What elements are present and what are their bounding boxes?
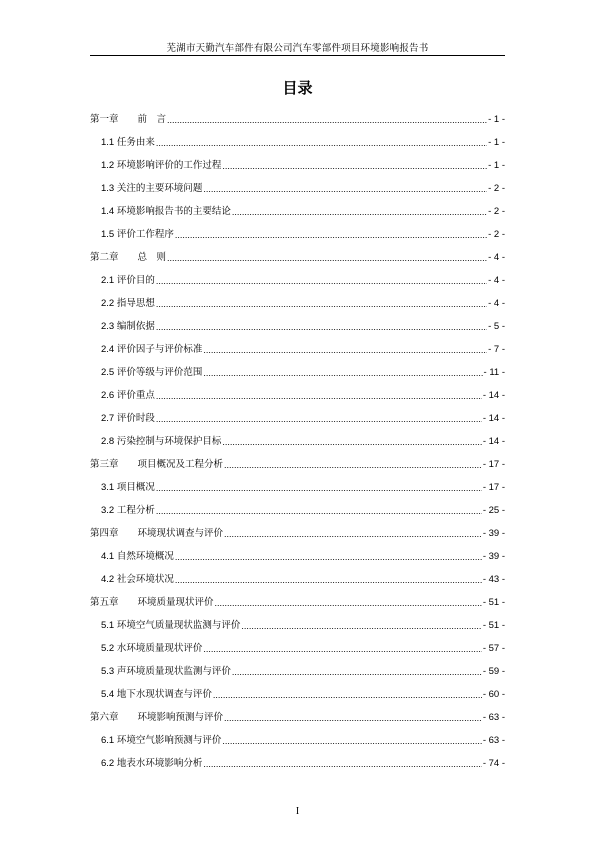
toc-entry-page: - 2 -	[488, 229, 505, 240]
toc-entry-page: - 14 -	[482, 436, 505, 447]
toc-section-entry[interactable]	[90, 424, 505, 447]
toc-dot-leader	[222, 437, 481, 447]
toc-chapter-entry[interactable]	[90, 240, 505, 263]
toc-section-entry[interactable]	[90, 401, 505, 424]
toc-entry-label: 3.1 项目概况	[101, 482, 155, 493]
toc-entry-page: - 17 -	[482, 482, 505, 493]
toc-entry-label: 2.4 评价因子与评价标准	[101, 344, 203, 355]
toc-entry-label: 第四章 环境现状调查与评价	[90, 528, 224, 539]
toc-section-entry[interactable]	[90, 125, 505, 148]
toc-entry-label: 3.2 工程分析	[101, 505, 155, 516]
toc-section-entry[interactable]	[90, 631, 505, 654]
toc-title: 目录	[282, 80, 313, 97]
toc-entry-page: - 1 -	[488, 160, 505, 171]
toc-entry-label: 1.2 环境影响评价的工作过程	[101, 160, 222, 171]
toc-entry-page: - 51 -	[482, 597, 505, 608]
toc-dot-leader	[222, 736, 481, 746]
toc-entry-label: 2.1 评价目的	[101, 275, 155, 286]
toc-entry-page: - 11 -	[483, 367, 505, 378]
toc-dot-leader	[224, 460, 482, 470]
toc-dot-leader	[203, 759, 481, 769]
toc-entry-page: - 7 -	[488, 344, 505, 355]
toc-entry-label: 1.3 关注的主要环境问题	[101, 183, 203, 194]
toc-dot-leader	[156, 276, 487, 286]
toc-entry-label: 5.1 环境空气质量现状监测与评价	[101, 620, 241, 631]
toc-entry-page: - 1 -	[488, 114, 505, 125]
toc-dot-leader	[156, 414, 482, 424]
toc-dot-leader	[156, 299, 487, 309]
toc-section-entry[interactable]	[90, 746, 505, 769]
toc-section-entry[interactable]	[90, 470, 505, 493]
toc-dot-leader	[175, 230, 487, 240]
toc-section-entry[interactable]	[90, 654, 505, 677]
toc-entry-label: 第二章 总 则	[90, 252, 167, 263]
toc-dot-leader	[213, 690, 482, 700]
toc-entry-label: 1.4 环境影响报告书的主要结论	[101, 206, 231, 217]
toc-entry-label: 2.6 评价重点	[101, 390, 155, 401]
toc-entry-label: 5.3 声环境质量现状监测与评价	[101, 666, 231, 677]
toc-entry-label: 2.7 评价时段	[101, 413, 155, 424]
toc-entry-label: 4.1 自然环境概况	[101, 551, 174, 562]
toc-section-entry[interactable]	[90, 562, 505, 585]
toc-entry-page: - 25 -	[482, 505, 505, 516]
toc-entry-label: 第六章 环境影响预测与评价	[90, 712, 224, 723]
toc-entry-page: - 2 -	[488, 183, 505, 194]
toc-dot-leader	[167, 115, 487, 125]
toc-dot-leader	[156, 506, 482, 516]
toc-entry-page: - 60 -	[482, 689, 505, 700]
toc-entry-label: 第一章 前 言	[90, 114, 167, 125]
toc-section-entry[interactable]	[90, 723, 505, 746]
toc-entry-page: - 17 -	[482, 459, 505, 470]
toc-entry-page: - 74 -	[482, 758, 505, 769]
toc-entry-label: 6.2 地表水环境影响分析	[101, 758, 203, 769]
toc-entry-page: - 63 -	[482, 712, 505, 723]
toc-entry-page: - 2 -	[488, 206, 505, 217]
toc-entry-label: 1.1 任务由来	[101, 137, 155, 148]
toc-dot-leader	[156, 391, 482, 401]
toc-entry-page: - 4 -	[488, 252, 505, 263]
toc-dot-leader	[175, 575, 482, 585]
toc-entry-page: - 14 -	[482, 390, 505, 401]
toc-dot-leader	[222, 161, 487, 171]
toc-dot-leader	[156, 322, 487, 332]
toc-section-entry[interactable]	[90, 677, 505, 700]
toc-entry-label: 5.4 地下水现状调查与评价	[101, 689, 212, 700]
toc-dot-leader	[203, 184, 487, 194]
toc-dot-leader	[203, 644, 481, 654]
toc-dot-leader	[203, 368, 482, 378]
toc-section-entry[interactable]	[90, 286, 505, 309]
toc-dot-leader	[215, 598, 482, 608]
running-header: 芜湖市天勤汽车部件有限公司汽车零部件项目环境影响报告书	[166, 44, 429, 54]
toc-section-entry[interactable]	[90, 332, 505, 355]
table-of-contents	[90, 102, 505, 769]
toc-dot-leader	[156, 483, 482, 493]
toc-chapter-entry[interactable]	[90, 447, 505, 470]
toc-entry-label: 2.3 编制依据	[101, 321, 155, 332]
toc-entry-label: 2.5 评价等级与评价范围	[101, 367, 203, 378]
toc-entry-label: 第五章 环境质量现状评价	[90, 597, 214, 608]
toc-entry-label: 6.1 环境空气影响预测与评价	[101, 735, 222, 746]
toc-entry-page: - 5 -	[488, 321, 505, 332]
toc-dot-leader	[203, 345, 487, 355]
page-number: I	[295, 806, 300, 817]
toc-entry-page: - 1 -	[488, 137, 505, 148]
toc-section-entry[interactable]	[90, 608, 505, 631]
toc-dot-leader	[224, 529, 482, 539]
toc-entry-page: - 63 -	[482, 735, 505, 746]
header-divider	[90, 55, 505, 56]
toc-section-entry[interactable]	[90, 171, 505, 194]
toc-entry-page: - 59 -	[482, 666, 505, 677]
toc-chapter-entry[interactable]	[90, 516, 505, 539]
toc-entry-label: 2.8 污染控制与环境保护目标	[101, 436, 222, 447]
toc-entry-label: 第三章 项目概况及工程分析	[90, 459, 224, 470]
toc-section-entry[interactable]	[90, 263, 505, 286]
toc-entry-page: - 43 -	[482, 574, 505, 585]
toc-entry-page: - 39 -	[482, 528, 505, 539]
toc-section-entry[interactable]	[90, 309, 505, 332]
toc-entry-label: 5.2 水环境质量现状评价	[101, 643, 203, 654]
toc-section-entry[interactable]	[90, 539, 505, 562]
toc-section-entry[interactable]	[90, 493, 505, 516]
toc-entry-page: - 4 -	[488, 275, 505, 286]
toc-section-entry[interactable]	[90, 355, 505, 378]
toc-entry-page: - 51 -	[482, 620, 505, 631]
toc-dot-leader	[167, 253, 487, 263]
toc-dot-leader	[156, 138, 487, 148]
toc-section-entry[interactable]	[90, 148, 505, 171]
toc-dot-leader	[232, 667, 482, 677]
toc-section-entry[interactable]	[90, 378, 505, 401]
toc-section-entry[interactable]	[90, 194, 505, 217]
toc-entry-label: 1.5 评价工作程序	[101, 229, 174, 240]
toc-chapter-entry[interactable]	[90, 102, 505, 125]
toc-entry-page: - 14 -	[482, 413, 505, 424]
toc-entry-page: - 39 -	[482, 551, 505, 562]
toc-dot-leader	[175, 552, 482, 562]
toc-dot-leader	[224, 713, 482, 723]
toc-entry-label: 2.2 指导思想	[101, 298, 155, 309]
toc-chapter-entry[interactable]	[90, 700, 505, 723]
toc-chapter-entry[interactable]	[90, 585, 505, 608]
toc-section-entry[interactable]	[90, 217, 505, 240]
toc-entry-label: 4.2 社会环境状况	[101, 574, 174, 585]
toc-dot-leader	[232, 207, 487, 217]
toc-entry-page: - 57 -	[482, 643, 505, 654]
toc-entry-page: - 4 -	[488, 298, 505, 309]
toc-dot-leader	[241, 621, 481, 631]
